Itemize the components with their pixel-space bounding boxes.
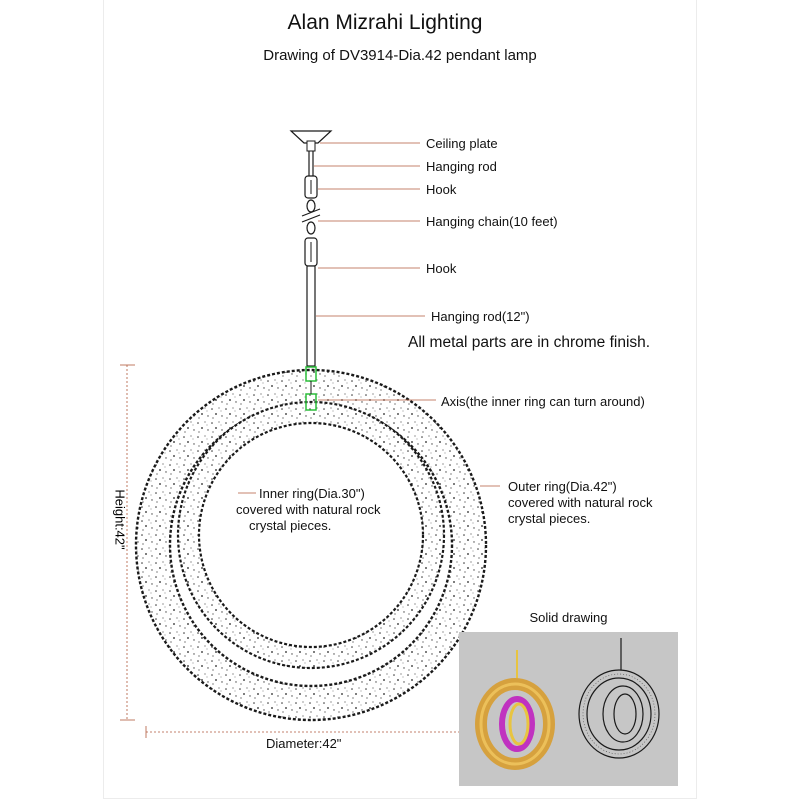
label-hook-top: Hook <box>426 182 457 197</box>
ceiling-plate <box>291 131 331 151</box>
label-hanging-chain: Hanging chain(10 feet) <box>426 214 558 229</box>
solid-line-lamp <box>579 638 659 758</box>
outer-ring-line3: crystal pieces. <box>508 511 591 526</box>
hanging-rod-short <box>309 151 313 176</box>
solid-drawing-panel <box>459 632 678 786</box>
height-dimension-label: Height:42" <box>112 489 128 550</box>
inner-ring-line3: crystal pieces. <box>249 518 332 533</box>
finish-note: All metal parts are in chrome finish. <box>408 334 651 351</box>
hook-bottom <box>305 238 317 266</box>
outer-ring-line1: Outer ring(Dia.42") <box>508 479 617 494</box>
diameter-dimension-label: Diameter:42" <box>266 736 342 751</box>
page-title: Alan Mizrahi Lighting <box>287 11 483 34</box>
inner-ring <box>178 402 444 668</box>
hanging-rod-long <box>307 266 315 366</box>
solid-colored-lamp <box>481 650 549 764</box>
inner-ring-line2: covered with natural rock <box>236 502 381 517</box>
label-axis: Axis(the inner ring can turn around) <box>441 394 645 409</box>
hook-top <box>305 176 317 198</box>
hanging-chain <box>302 200 320 234</box>
solid-drawing-title: Solid drawing <box>529 610 608 625</box>
outer-ring-line2: covered with natural rock <box>508 495 653 510</box>
page-subtitle: Drawing of DV3914-Dia.42 pendant lamp <box>263 47 537 64</box>
label-hanging-rod-12: Hanging rod(12") <box>431 309 530 324</box>
label-ceiling-plate: Ceiling plate <box>426 136 498 151</box>
label-hanging-rod: Hanging rod <box>426 159 497 174</box>
inner-ring-line1: Inner ring(Dia.30") <box>259 486 365 501</box>
solid-drawing-render <box>459 632 678 786</box>
label-hook-bottom: Hook <box>426 261 457 276</box>
